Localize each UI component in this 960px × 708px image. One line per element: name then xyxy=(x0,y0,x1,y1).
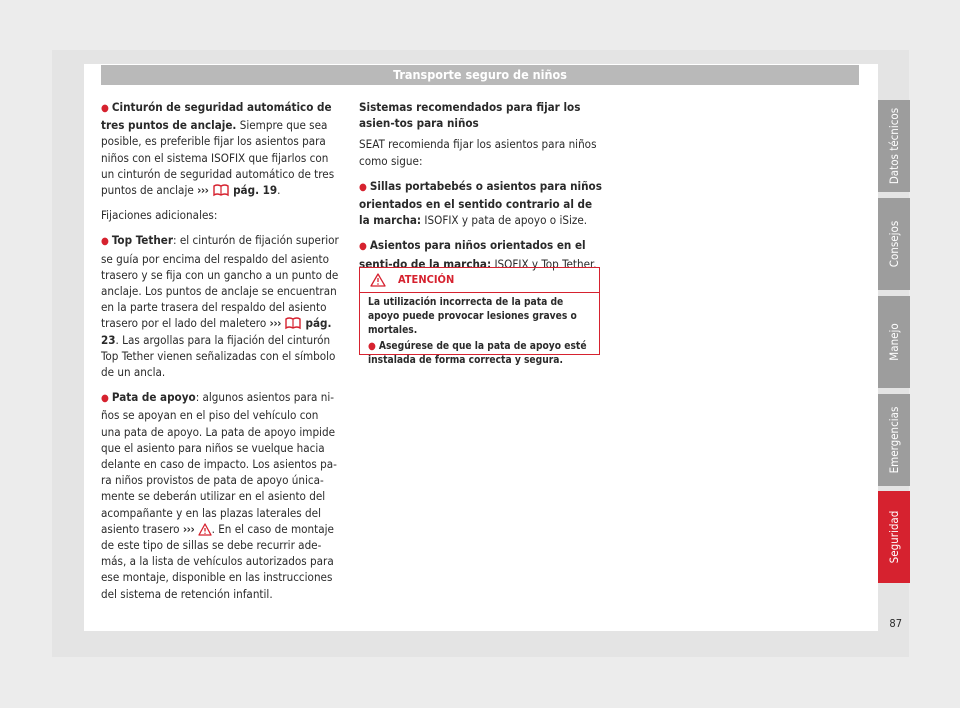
bullet-icon: ● xyxy=(101,103,109,114)
body-text: : el cinturón de fijación superior se guía por encima del respaldo del asiento trasero y se fija con un gancho a un punto de anclaje. Los puntos de anclaje se encuentran en la parte trasera del respaldo del asiento trasero por el lado del maletero xyxy=(101,233,339,331)
book-icon[interactable] xyxy=(284,316,302,330)
paragraph-three-point-belt xyxy=(101,99,341,198)
book-icon[interactable] xyxy=(212,183,230,197)
tab-emergencias[interactable] xyxy=(878,394,910,486)
bullet-icon: ● xyxy=(359,241,367,253)
warning-title: ATENCIÓN xyxy=(398,273,455,286)
cross-reference-arrow[interactable]: ››› xyxy=(182,521,195,536)
warning-text: La utilización incorrecta de la pata de apoyo puede provocar lesiones graves o mortales. xyxy=(368,297,577,336)
punctuation: . xyxy=(277,183,281,198)
body-text: . Las argollas para la fijación del cinturón Top Tether vienen señalizadas con el símbolo de un ancla. xyxy=(101,332,336,380)
cross-reference-arrow[interactable]: ››› xyxy=(269,316,281,331)
bullet-icon: ● xyxy=(368,341,376,352)
list-item xyxy=(359,178,603,229)
bold-term: Sillas portabebés o asientos para niños orientados en el sentido contrario al de la marcha: xyxy=(359,178,602,228)
section-header: Transporte seguro de niños xyxy=(101,65,859,85)
tab-consejos[interactable] xyxy=(878,198,910,290)
bold-term: Cinturón de seguridad automático de tres puntos de anclaje. xyxy=(101,100,332,133)
cross-reference-arrow[interactable]: ››› xyxy=(197,183,209,198)
tab-datos-tecnicos[interactable] xyxy=(878,100,910,192)
bold-term: Pata de apoyo xyxy=(111,390,196,405)
bullet-icon: ● xyxy=(101,236,109,248)
bullet-icon: ● xyxy=(359,181,367,193)
bold-term: Top Tether xyxy=(111,233,173,248)
warning-body xyxy=(368,296,596,370)
body-text: Siempre que sea posible, es preferible fijar los asientos para niños con el sistema ISOFIX que fijarlos con un cinturón de seguridad automático de tres puntos de anclaje xyxy=(101,118,335,198)
body-text: ISOFIX y Top Tether. xyxy=(491,256,597,271)
paragraph-support-leg xyxy=(101,389,341,602)
tab-label: Emergencias xyxy=(887,406,901,474)
tab-label: Seguridad xyxy=(887,510,901,564)
tab-label: Datos técnicos xyxy=(887,107,901,185)
warning-bullet xyxy=(368,340,596,368)
body-text: ISOFIX y pata de apoyo o iSize. xyxy=(421,213,588,228)
tab-label: Manejo xyxy=(887,323,901,361)
left-column xyxy=(101,99,341,611)
right-column xyxy=(359,99,603,281)
warning-triangle-icon[interactable] xyxy=(198,523,212,536)
warning-bullet-text: Asegúrese de que la pata de apoyo esté instalada de forma correcta y segura. xyxy=(368,341,587,366)
body-text: : algunos asientos para ni-ños se apoyan en el piso del vehículo con una pata de apoyo. La pata de apoyo impide que el asiento para niños se vuelque hacia delante en caso de impacto. Los asientos pa-ra niños provistos de pata de apoyo única-mente se deberán utilizar en el asiento del acompañante y en las plazas laterales del asiento trasero xyxy=(101,390,337,536)
tab-label: Consejos xyxy=(887,220,901,268)
body-text: . En el caso de montaje de este tipo de sillas se debe recurrir ade-más, a la lista de vehículos autorizados para ese montaje, disponible en las instrucciones del sistema de retención infantil. xyxy=(101,521,334,601)
tab-seguridad[interactable] xyxy=(878,491,910,583)
paragraph-additional-fixings: Fijaciones adicionales: xyxy=(101,208,218,223)
page-reference[interactable]: pág. 19 xyxy=(233,183,278,198)
page-reference[interactable]: pág. 23 xyxy=(101,316,332,347)
heading-text: Sistemas recomendados para fijar los asien-tos para niños xyxy=(359,100,581,131)
bold-term: Asientos para niños orientados en el senti-do de la marcha: xyxy=(359,238,586,271)
bullet-icon: ● xyxy=(101,393,109,405)
paragraph-intro: SEAT recomienda fijar los asientos para niños como sigue: xyxy=(359,137,597,168)
section-heading xyxy=(359,99,603,131)
warning-header xyxy=(360,268,599,293)
warning-triangle-icon xyxy=(370,273,386,287)
warning-box xyxy=(359,267,600,366)
page-number: 87 xyxy=(889,617,902,630)
paragraph-top-tether xyxy=(101,232,341,380)
tab-manejo[interactable] xyxy=(878,296,910,388)
